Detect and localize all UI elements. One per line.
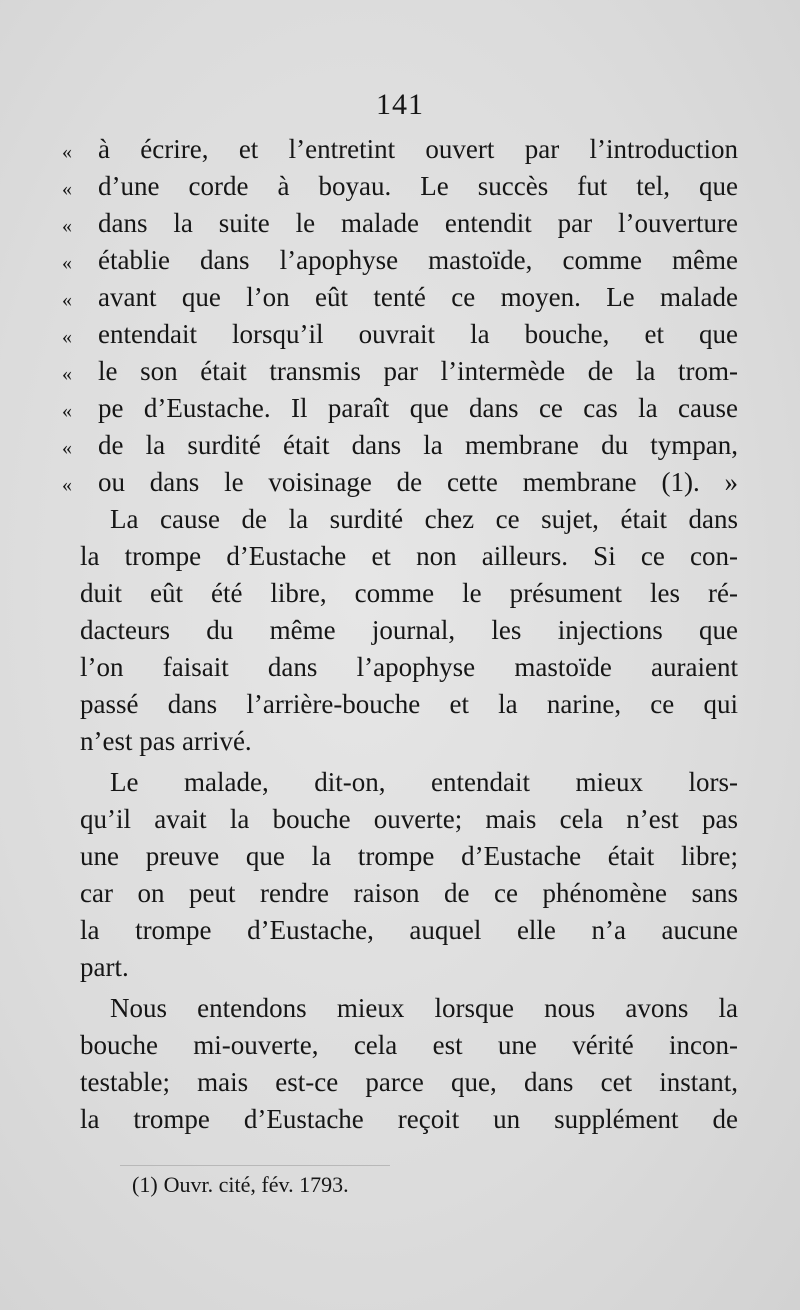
paragraph-line: passé dans l’arrière-bouche et la narine, ce qui	[80, 689, 738, 719]
paragraph-line: la trompe d’Eustache, auquel elle n’a aucune	[80, 915, 738, 945]
quote-line	[62, 427, 738, 464]
quote-line-text: d’une corde à boyau. Le succès fut tel, que	[98, 171, 738, 201]
guillemet: «	[62, 437, 72, 459]
paragraph-line: testable; mais est-ce parce que, dans cet instant,	[80, 1067, 738, 1097]
quote-line	[62, 279, 738, 316]
main-text	[62, 131, 738, 1138]
quote-line	[62, 242, 738, 279]
quote-line-text: pe d’Eustache. Il paraît que dans ce cas la cause	[98, 393, 738, 423]
paragraph-line: Le malade, dit-on, entendait mieux lors-	[110, 767, 738, 797]
guillemet: «	[62, 141, 72, 163]
footnote-rule	[120, 1165, 390, 1166]
paragraph-line: part.	[80, 952, 129, 982]
footnote-marker: (1)	[132, 1172, 158, 1197]
quote-line	[62, 131, 738, 168]
quote-line-text: ou dans le voisinage de cette membrane (1). »	[98, 467, 738, 497]
guillemet: «	[62, 363, 72, 385]
paragraph-line: dacteurs du même journal, les injections que	[80, 615, 738, 645]
paragraph-line: La cause de la surdité chez ce sujet, était dans	[110, 504, 738, 534]
guillemet: «	[62, 178, 72, 200]
quote-line	[62, 168, 738, 205]
quote-line-text: avant que l’on eût tenté ce moyen. Le malade	[98, 282, 738, 312]
paragraph-line: car on peut rendre raison de ce phénomène sans	[80, 878, 738, 908]
paragraph-line: n’est pas arrivé.	[80, 726, 252, 756]
paragraph-line: l’on faisait dans l’apophyse mastoïde auraient	[80, 652, 738, 682]
paragraph-line: la trompe d’Eustache reçoit un supplément de	[80, 1104, 738, 1134]
quote-line	[62, 316, 738, 353]
quote-line-text: de la surdité était dans la membrane du tympan,	[98, 430, 738, 460]
quote-line-text: à écrire, et l’entretint ouvert par l’introduction	[98, 134, 738, 164]
quote-line-text: dans la suite le malade entendit par l’ouverture	[98, 208, 738, 238]
quote-line-text: entendait lorsqu’il ouvrait la bouche, et que	[98, 319, 738, 349]
paragraph-line: qu’il avait la bouche ouverte; mais cela n’est pas	[80, 804, 738, 834]
quote-line	[62, 464, 738, 501]
guillemet: «	[62, 474, 72, 496]
paragraph-line: Nous entendons mieux lorsque nous avons la	[110, 993, 738, 1023]
paragraph-line: bouche mi-ouverte, cela est une vérité incon-	[80, 1030, 738, 1060]
quote-line-text: le son était transmis par l’intermède de la trom-	[98, 356, 738, 386]
quote-line	[62, 353, 738, 390]
footnote	[132, 1170, 349, 1200]
quote-line-text: établie dans l’apophyse mastoïde, comme même	[98, 245, 738, 275]
quote-line	[62, 205, 738, 242]
guillemet: «	[62, 400, 72, 422]
footnote-text: Ouvr. cité, fév. 1793.	[163, 1172, 349, 1197]
guillemet: «	[62, 289, 72, 311]
guillemet: «	[62, 326, 72, 348]
paragraph-line: une preuve que la trompe d’Eustache était libre;	[80, 841, 738, 871]
quote-line	[62, 390, 738, 427]
guillemet: «	[62, 252, 72, 274]
page-number: 141	[376, 88, 424, 121]
guillemet: «	[62, 215, 72, 237]
paragraph-line: la trompe d’Eustache et non ailleurs. Si ce con-	[80, 541, 738, 571]
paragraph-line: duit eût été libre, comme le présument les ré-	[80, 578, 738, 608]
